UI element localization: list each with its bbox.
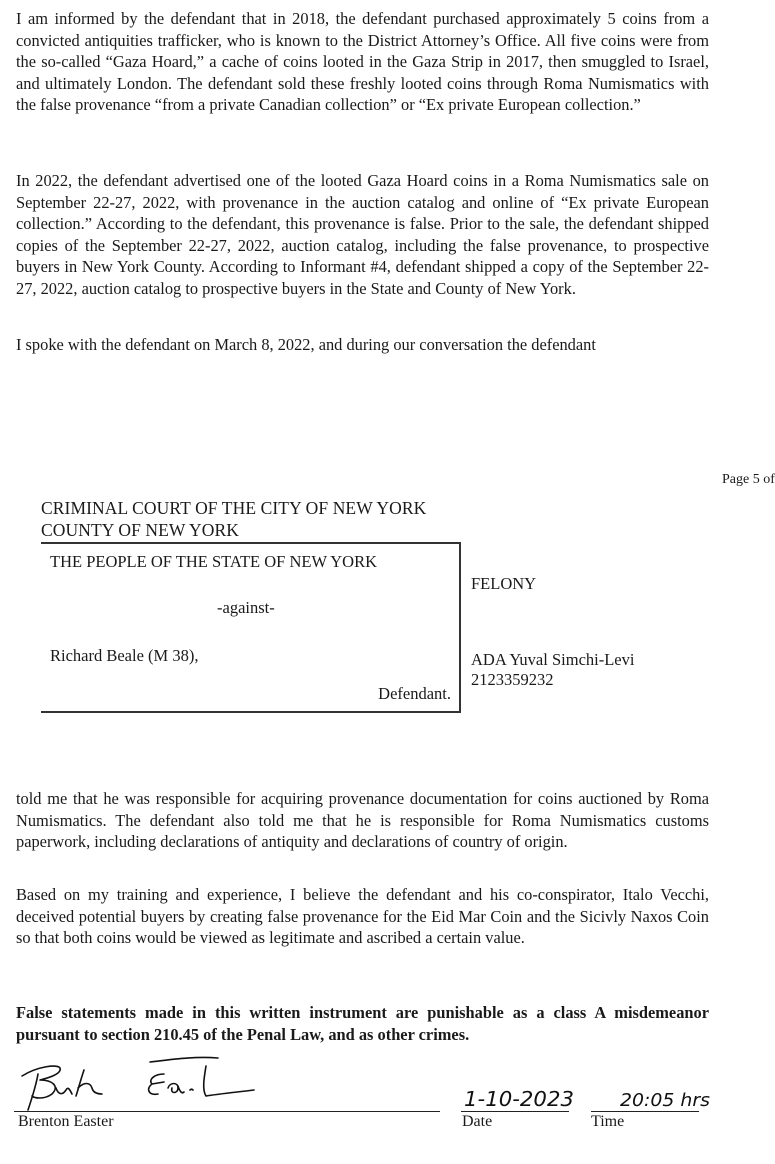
time-value: 20:05 hrs	[620, 1090, 710, 1111]
time-line	[591, 1111, 699, 1112]
false-statement-warning: False statements made in this written instrument are punishable as a class A misdemeanor pursuant to section 210.45 of the Penal Law, and as other crimes.	[16, 1003, 709, 1044]
court-name: CRIMINAL COURT OF THE CITY OF NEW YORK	[41, 498, 427, 518]
ada-phone: 2123359232	[471, 670, 554, 689]
signer-name: Brenton Easter	[18, 1113, 114, 1130]
date-handwritten	[462, 1082, 582, 1112]
charge-class: FELONY	[471, 574, 537, 593]
page-number: Page 5 of	[722, 472, 775, 487]
time-label: Time	[591, 1113, 625, 1130]
time-handwritten	[618, 1084, 718, 1112]
county-name: COUNTY OF NEW YORK	[41, 520, 240, 540]
date-line	[461, 1111, 569, 1112]
paragraph-responsibilities: told me that he was responsible for acquiring provenance documentation for coins auctioned by Roma Numismatics. The defendant also told me that he is responsible for Roma Numismatics customs paperwork, including declarations of antiquity and declarations of country of origin.	[16, 789, 709, 852]
paragraph-false-provenance: Based on my training and experience, I believe the defendant and his co-conspirator, Italo Vecchi, deceived potential buyers by creating false provenance for the Eid Mar Coin and the Sicivly Naxos Coin so that both coins would be viewed as legitimate and ascribed a certain value.	[16, 885, 709, 948]
paragraph-2022-sale: In 2022, the defendant advertised one of the looted Gaza Hoard coins in a Roma Numismatics sale on September 22-27, 2022, with provenance in the auction catalog and online of “Ex private European collection.” According to the defendant, this provenance is false. Prior to the sale, the defendant shipped copies of the September 22-27, 2022, auction catalog, including the false provenance, to prospective buyers in New York County. According to Informant #4, defendant shipped a copy of the September 22-27, 2022, auction catalog to prospective buyers in the State and County of New York.	[16, 171, 709, 298]
signature-line	[14, 1111, 440, 1112]
defendant-name: Richard Beale (M 38),	[50, 646, 199, 665]
ada-name: ADA Yuval Simchi-Levi	[471, 650, 635, 669]
against-label: -against-	[217, 598, 275, 617]
defendant-label: Defendant.	[378, 684, 451, 703]
date-label: Date	[462, 1113, 493, 1130]
signature-scribble	[18, 1058, 258, 1110]
plaintiff-name: THE PEOPLE OF THE STATE OF NEW YORK	[50, 552, 378, 571]
paragraph-gaza-hoard-purchase: I am informed by the defendant that in 2018, the defendant purchased approximately 5 coins from a convicted antiquities trafficker, who is known to the District Attorney’s Office. All five coins were from the so-called “Gaza Hoard,” a cache of coins looted in the Gaza Strip in 2017, then smuggled to Israel, and ultimately London. The defendant sold these freshly looted coins through Roma Numismatics with the false provenance “from a private Canadian collection” or “Ex private European collection.”	[16, 9, 709, 115]
paragraph-conversation-start: I spoke with the defendant on March 8, 2022, and during our conversation the defendant	[16, 335, 596, 354]
date-value: 1-10-2023	[464, 1087, 574, 1111]
case-caption-box	[41, 542, 461, 713]
